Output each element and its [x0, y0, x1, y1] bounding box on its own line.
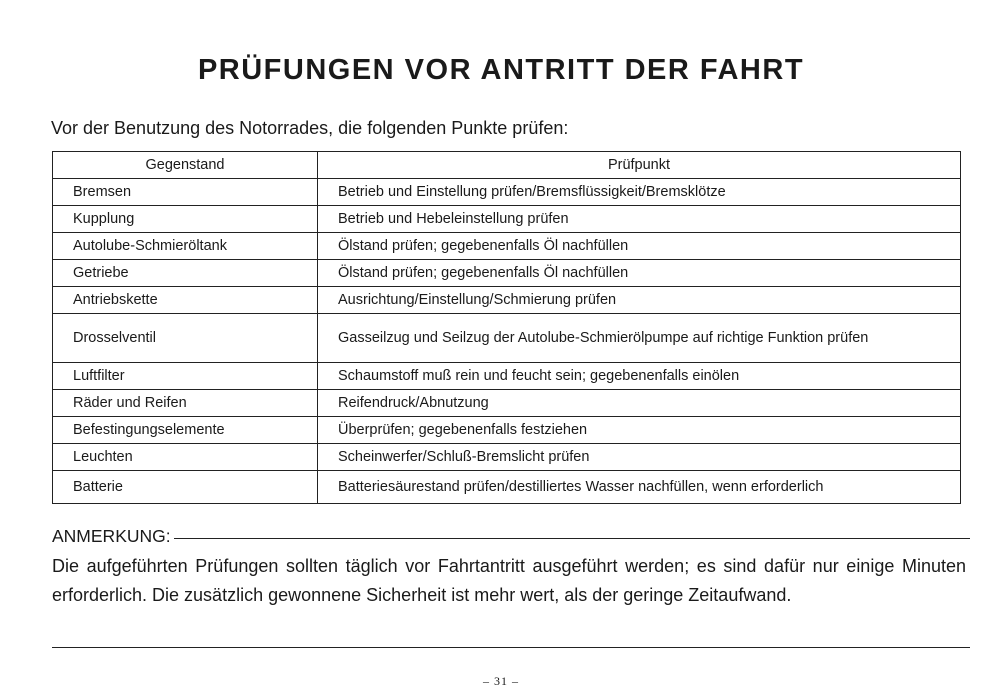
row-item: Luftfilter [53, 363, 318, 390]
row-item: Bremsen [53, 179, 318, 206]
row-item: Getriebe [53, 260, 318, 287]
row-item: Räder und Reifen [53, 390, 318, 417]
header-check: Prüfpunkt [318, 152, 961, 179]
note-text: Die aufgeführten Prüfungen sollten täglich vor Fahrtantritt ausgeführt werden; es sind dafür nur einige Minuten erforderlich. Die zusätzlich gewonnene Sicherheit ist mehr wert, als der geringe Zeitaufwand. [52, 556, 966, 605]
row-item: Antriebskette [53, 287, 318, 314]
page-number: – 31 – [483, 674, 519, 688]
table-row [53, 444, 961, 471]
note-label: ANMERKUNG: [52, 526, 171, 546]
row-item: Leuchten [53, 444, 318, 471]
table-row [53, 179, 961, 206]
table-row [53, 233, 961, 260]
row-item: Autolube-Schmieröltank [53, 233, 318, 260]
inspection-table [52, 151, 961, 504]
row-item: Befestingungselemente [53, 417, 318, 444]
header-item: Gegenstand [53, 152, 318, 179]
table-row [53, 363, 961, 390]
table-row [53, 314, 961, 363]
table-row [53, 206, 961, 233]
row-item: Drosselventil [53, 314, 318, 363]
page-title: PRÜFUNGEN VOR ANTRITT DER FAHRT [197, 54, 805, 86]
table-row [53, 471, 961, 504]
row-check: Scheinwerfer/Schluß-Bremslicht prüfen [318, 444, 961, 471]
row-check: Schaumstoff muß rein und feucht sein; gegebenenfalls einölen [318, 363, 961, 390]
note-divider [174, 538, 970, 539]
row-check: Betrieb und Einstellung prüfen/Bremsflüssigkeit/Bremsklötze [318, 179, 961, 206]
table-row [53, 287, 961, 314]
intro-text: Vor der Benutzung des Notorrades, die folgenden Punkte prüfen: [51, 118, 569, 138]
row-check: Ölstand prüfen; gegebenenfalls Öl nachfüllen [318, 260, 961, 287]
row-check: Gasseilzug und Seilzug der Autolube-Schmierölpumpe auf richtige Funktion prüfen [318, 314, 961, 363]
row-check: Betrieb und Hebeleinstellung prüfen [318, 206, 961, 233]
table-row [53, 417, 961, 444]
row-check: Ausrichtung/Einstellung/Schmierung prüfen [318, 287, 961, 314]
table-header-row [53, 152, 961, 179]
row-check: Überprüfen; gegebenenfalls festziehen [318, 417, 961, 444]
bottom-divider [52, 647, 970, 648]
row-check: Reifendruck/Abnutzung [318, 390, 961, 417]
row-check: Ölstand prüfen; gegebenenfalls Öl nachfüllen [318, 233, 961, 260]
table-row [53, 260, 961, 287]
row-check: Batteriesäurestand prüfen/destilliertes Wasser nachfüllen, wenn erforderlich [318, 471, 961, 504]
row-item: Batterie [53, 471, 318, 504]
row-item: Kupplung [53, 206, 318, 233]
note-heading [52, 526, 970, 547]
table-row [53, 390, 961, 417]
